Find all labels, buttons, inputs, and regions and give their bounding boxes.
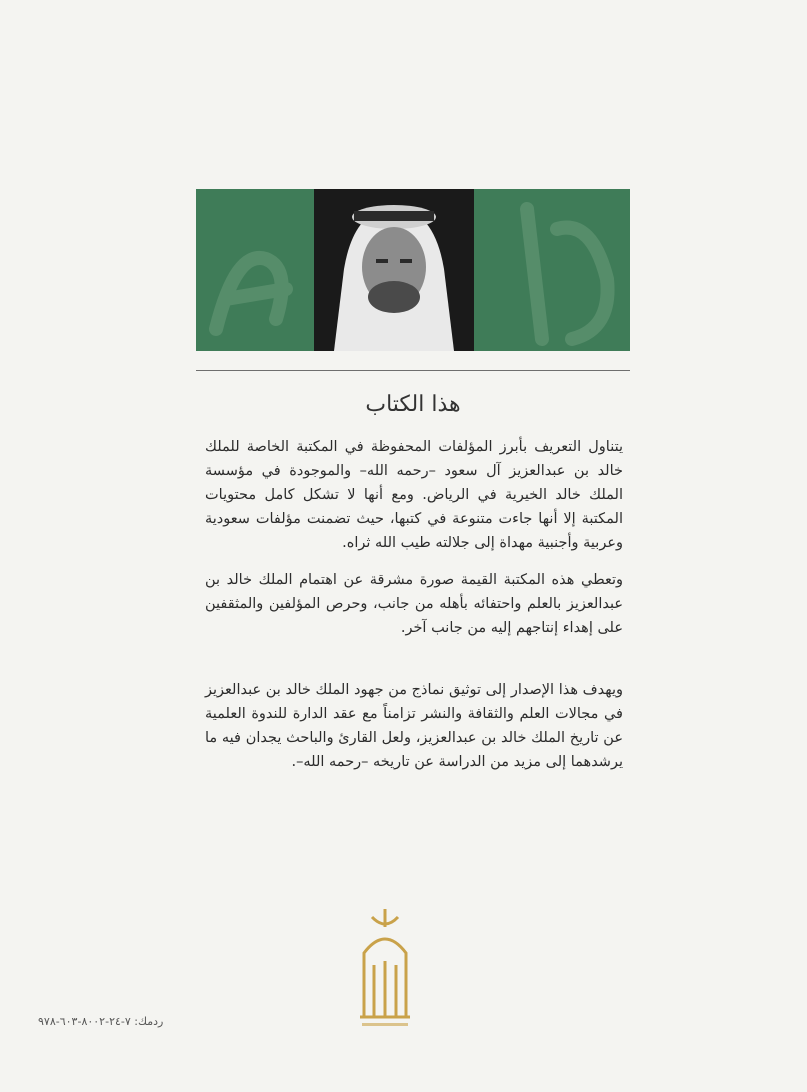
paragraph-text: ويهدف هذا الإصدار إلى توثيق نماذج من جهود الملك خالد بن عبدالعزيز في مجالات العلم والثقافة والنشر تزامناً مع عقد الدارة للندوة العلمية عن تاريخ الملك خالد بن عبدالعزيز، ولعل القارئ والباحث يجدان فيه ما يرشدهما إلى مزيد من الدراسة عن تاريخه –رحمه الله–. xyxy=(205,682,623,770)
cover-banner xyxy=(196,189,630,351)
paragraph-text: وتعطي هذه المكتبة القيمة صورة مشرقة عن اهتمام الملك خالد بن عبدالعزيز بالعلم واحتفائه بأهله من جانب، وحرص المؤلفين والمثقفين على إهداء إنتاجهم إليه من جانب آخر. xyxy=(205,572,623,636)
paragraph-text: يتناول التعريف بأبرز المؤلفات المحفوظة في المكتبة الخاصة للملك خالد بن عبدالعزيز آل سعود –رحمه الله– والموجودة في مؤسسة الملك خالد الخيرية في الرياض. ومع أنها لا تشكل كامل محتويات المكتبة إلا أنها جاءت متنوعة في كتبها، حيث تضمنت مؤلفات سعودية وعربية وأجنبية مهداة إلى جلالته طيب الله ثراه. xyxy=(205,439,623,551)
paragraph-1 xyxy=(205,435,623,555)
paragraph-2 xyxy=(205,568,623,640)
darah-emblem-icon xyxy=(350,905,420,1035)
calligraphy-right-panel xyxy=(512,189,630,351)
portrait-photo xyxy=(314,189,474,351)
isbn-label: ردمك: ٧-٢٤-٨٠٠٢-٦٠٣-٩٧٨ xyxy=(38,1015,164,1028)
paragraph-3 xyxy=(205,678,623,774)
calligraphy-left-panel xyxy=(196,189,314,351)
page-title: هذا الكتاب xyxy=(365,392,461,417)
divider-line xyxy=(196,370,630,371)
